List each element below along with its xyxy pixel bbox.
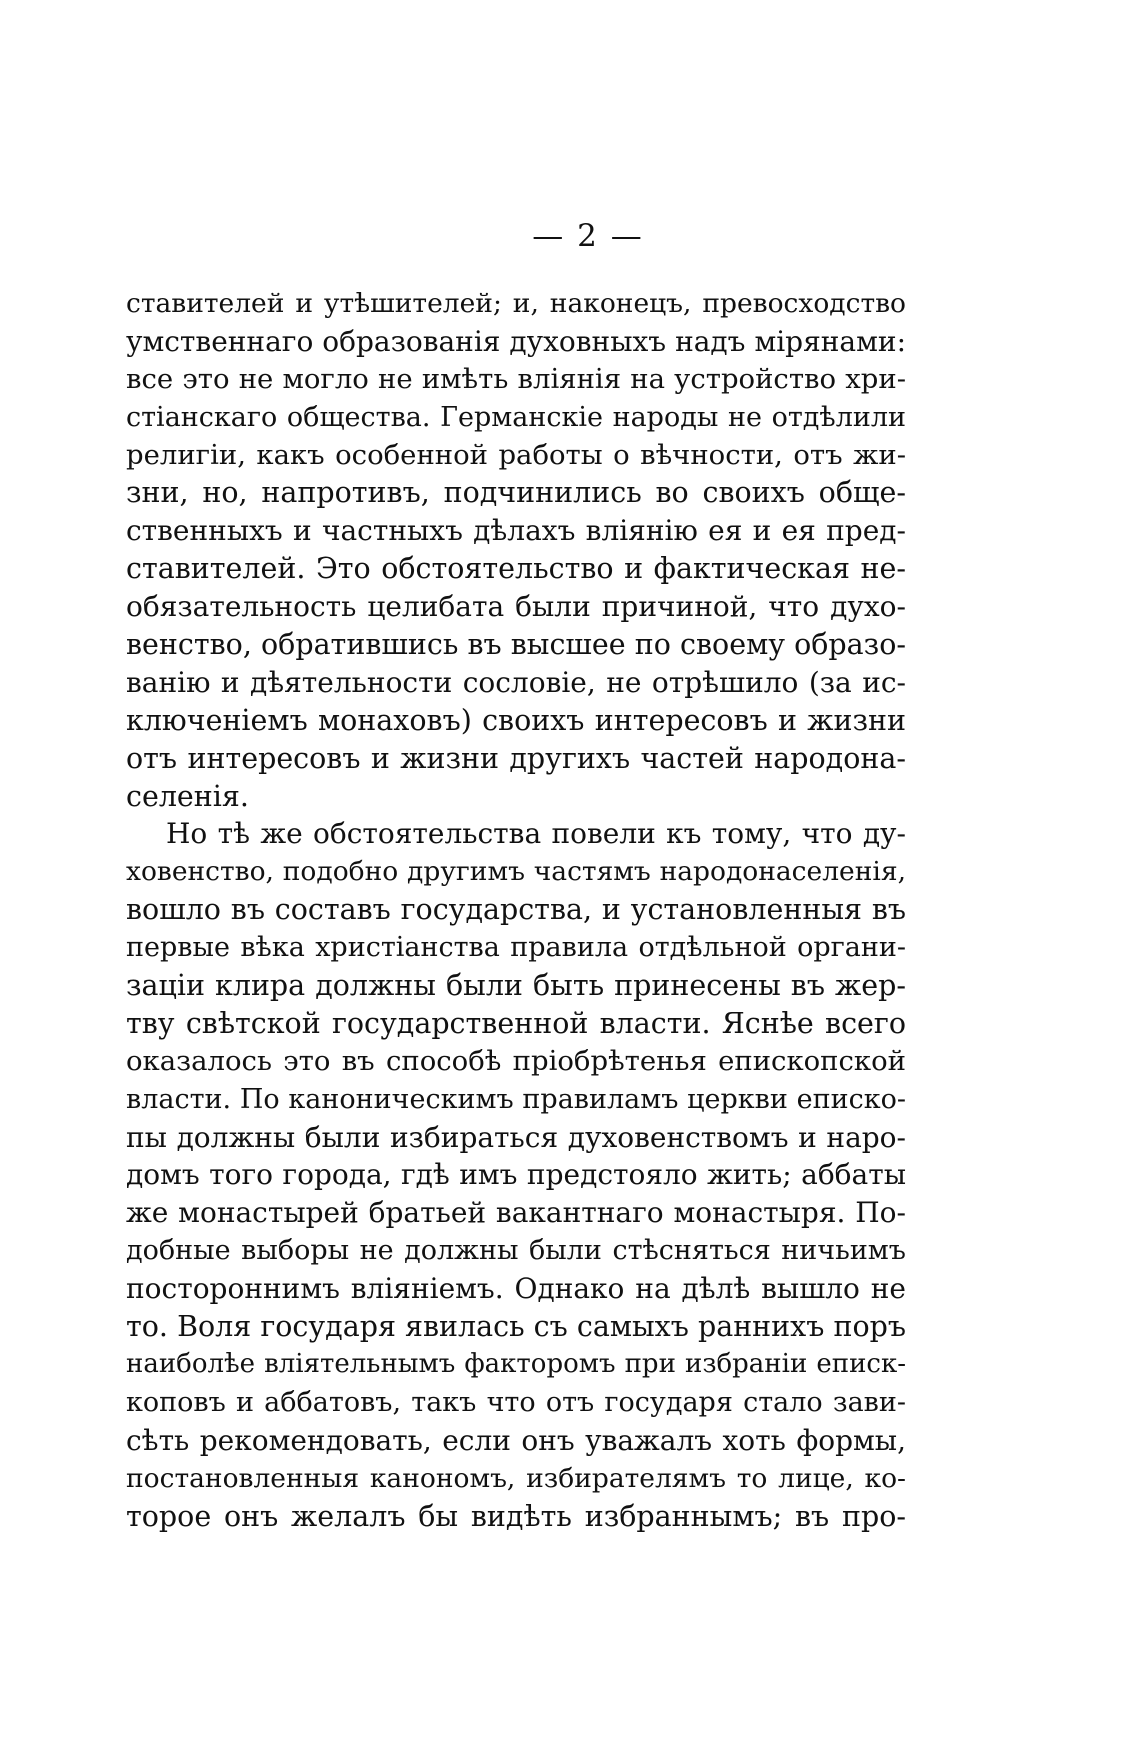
text-line: первые вѣка христіанства правила отдѣльной органи- bbox=[126, 932, 906, 964]
text-line: пы должны были избираться духовенствомъ и наро- bbox=[126, 1120, 906, 1154]
text-line: домъ того города, гдѣ имъ предстояло жить; аббаты bbox=[126, 1158, 906, 1192]
text-line: ванію и дѣятельности сословіе, не отрѣшило (за ис- bbox=[126, 665, 906, 699]
paragraph-2 bbox=[126, 815, 906, 1535]
text-line: ственныхъ и частныхъ дѣлахъ вліянію ея и ея пред- bbox=[126, 514, 906, 548]
text-line: постороннимъ вліяніемъ. Однако на дѣлѣ вышло не bbox=[126, 1272, 906, 1306]
text-line: тву свѣтской государственной власти. Яснѣе всего bbox=[126, 1006, 906, 1040]
text-line: Но тѣ же обстоятельства повели къ тому, что ду- bbox=[166, 817, 906, 851]
text-line: заціи клира должны были быть принесены въ жер- bbox=[126, 969, 906, 1003]
text-line: ставителей. Это обстоятельство и фактическая не- bbox=[126, 552, 906, 586]
text-line: зни, но, напротивъ, подчинились во своихъ обще- bbox=[126, 476, 906, 510]
text-line: коповъ и аббатовъ, такъ что отъ государя стало зави- bbox=[126, 1386, 906, 1418]
paragraph-1 bbox=[126, 285, 906, 815]
body-text bbox=[126, 285, 906, 1535]
text-line: торое онъ желалъ бы видѣть избраннымъ; въ про- bbox=[126, 1499, 906, 1533]
text-line: постановленныя канономъ, избирателямъ то лице, ко- bbox=[126, 1462, 906, 1494]
text-line: добные выборы не должны были стѣсняться ничьимъ bbox=[126, 1235, 906, 1267]
text-line: власти. По каноническимъ правиламъ церкви еписко- bbox=[126, 1083, 906, 1115]
text-line: же монастырей братьей вакантнаго монастыря. По- bbox=[126, 1196, 906, 1230]
text-line: вошло въ составъ государства, и установленныя въ bbox=[126, 893, 906, 927]
text-line: религіи, какъ особенной работы о вѣчности, отъ жи- bbox=[126, 438, 906, 471]
text-line: селенія. bbox=[126, 779, 249, 813]
text-line: то. Воля государя явилась съ самыхъ раннихъ поръ bbox=[126, 1310, 906, 1344]
page-number: — 2 — bbox=[532, 218, 644, 254]
text-line: отъ интересовъ и жизни другихъ частей народона- bbox=[126, 741, 906, 775]
text-line: ставителей и утѣшителей; и, наконецъ, превосходство bbox=[126, 288, 906, 319]
text-line: все это не могло не имѣть вліянія на устройство хри- bbox=[126, 362, 906, 395]
text-line: ховенство, подобно другимъ частямъ народонаселенія, bbox=[126, 856, 906, 888]
text-line: умственнаго образованія духовныхъ надъ мірянами: bbox=[126, 324, 906, 358]
text-line: наиболѣе вліятельнымъ факторомъ при избраніи еписк- bbox=[126, 1348, 906, 1379]
text-line: ключеніемъ монаховъ) своихъ интересовъ и жизни bbox=[126, 703, 906, 737]
text-line: оказалось это въ способѣ пріобрѣтенья епископской bbox=[126, 1044, 906, 1077]
text-line: сѣть рекомендовать, если онъ уважалъ хоть формы, bbox=[126, 1423, 906, 1457]
text-line: обязательность целибата были причиной, что духо- bbox=[126, 590, 906, 624]
text-line: венство, обратившись въ высшее по своему образо- bbox=[126, 628, 906, 662]
text-line: стіанскаго общества. Германскіе народы не отдѣлили bbox=[126, 401, 906, 433]
